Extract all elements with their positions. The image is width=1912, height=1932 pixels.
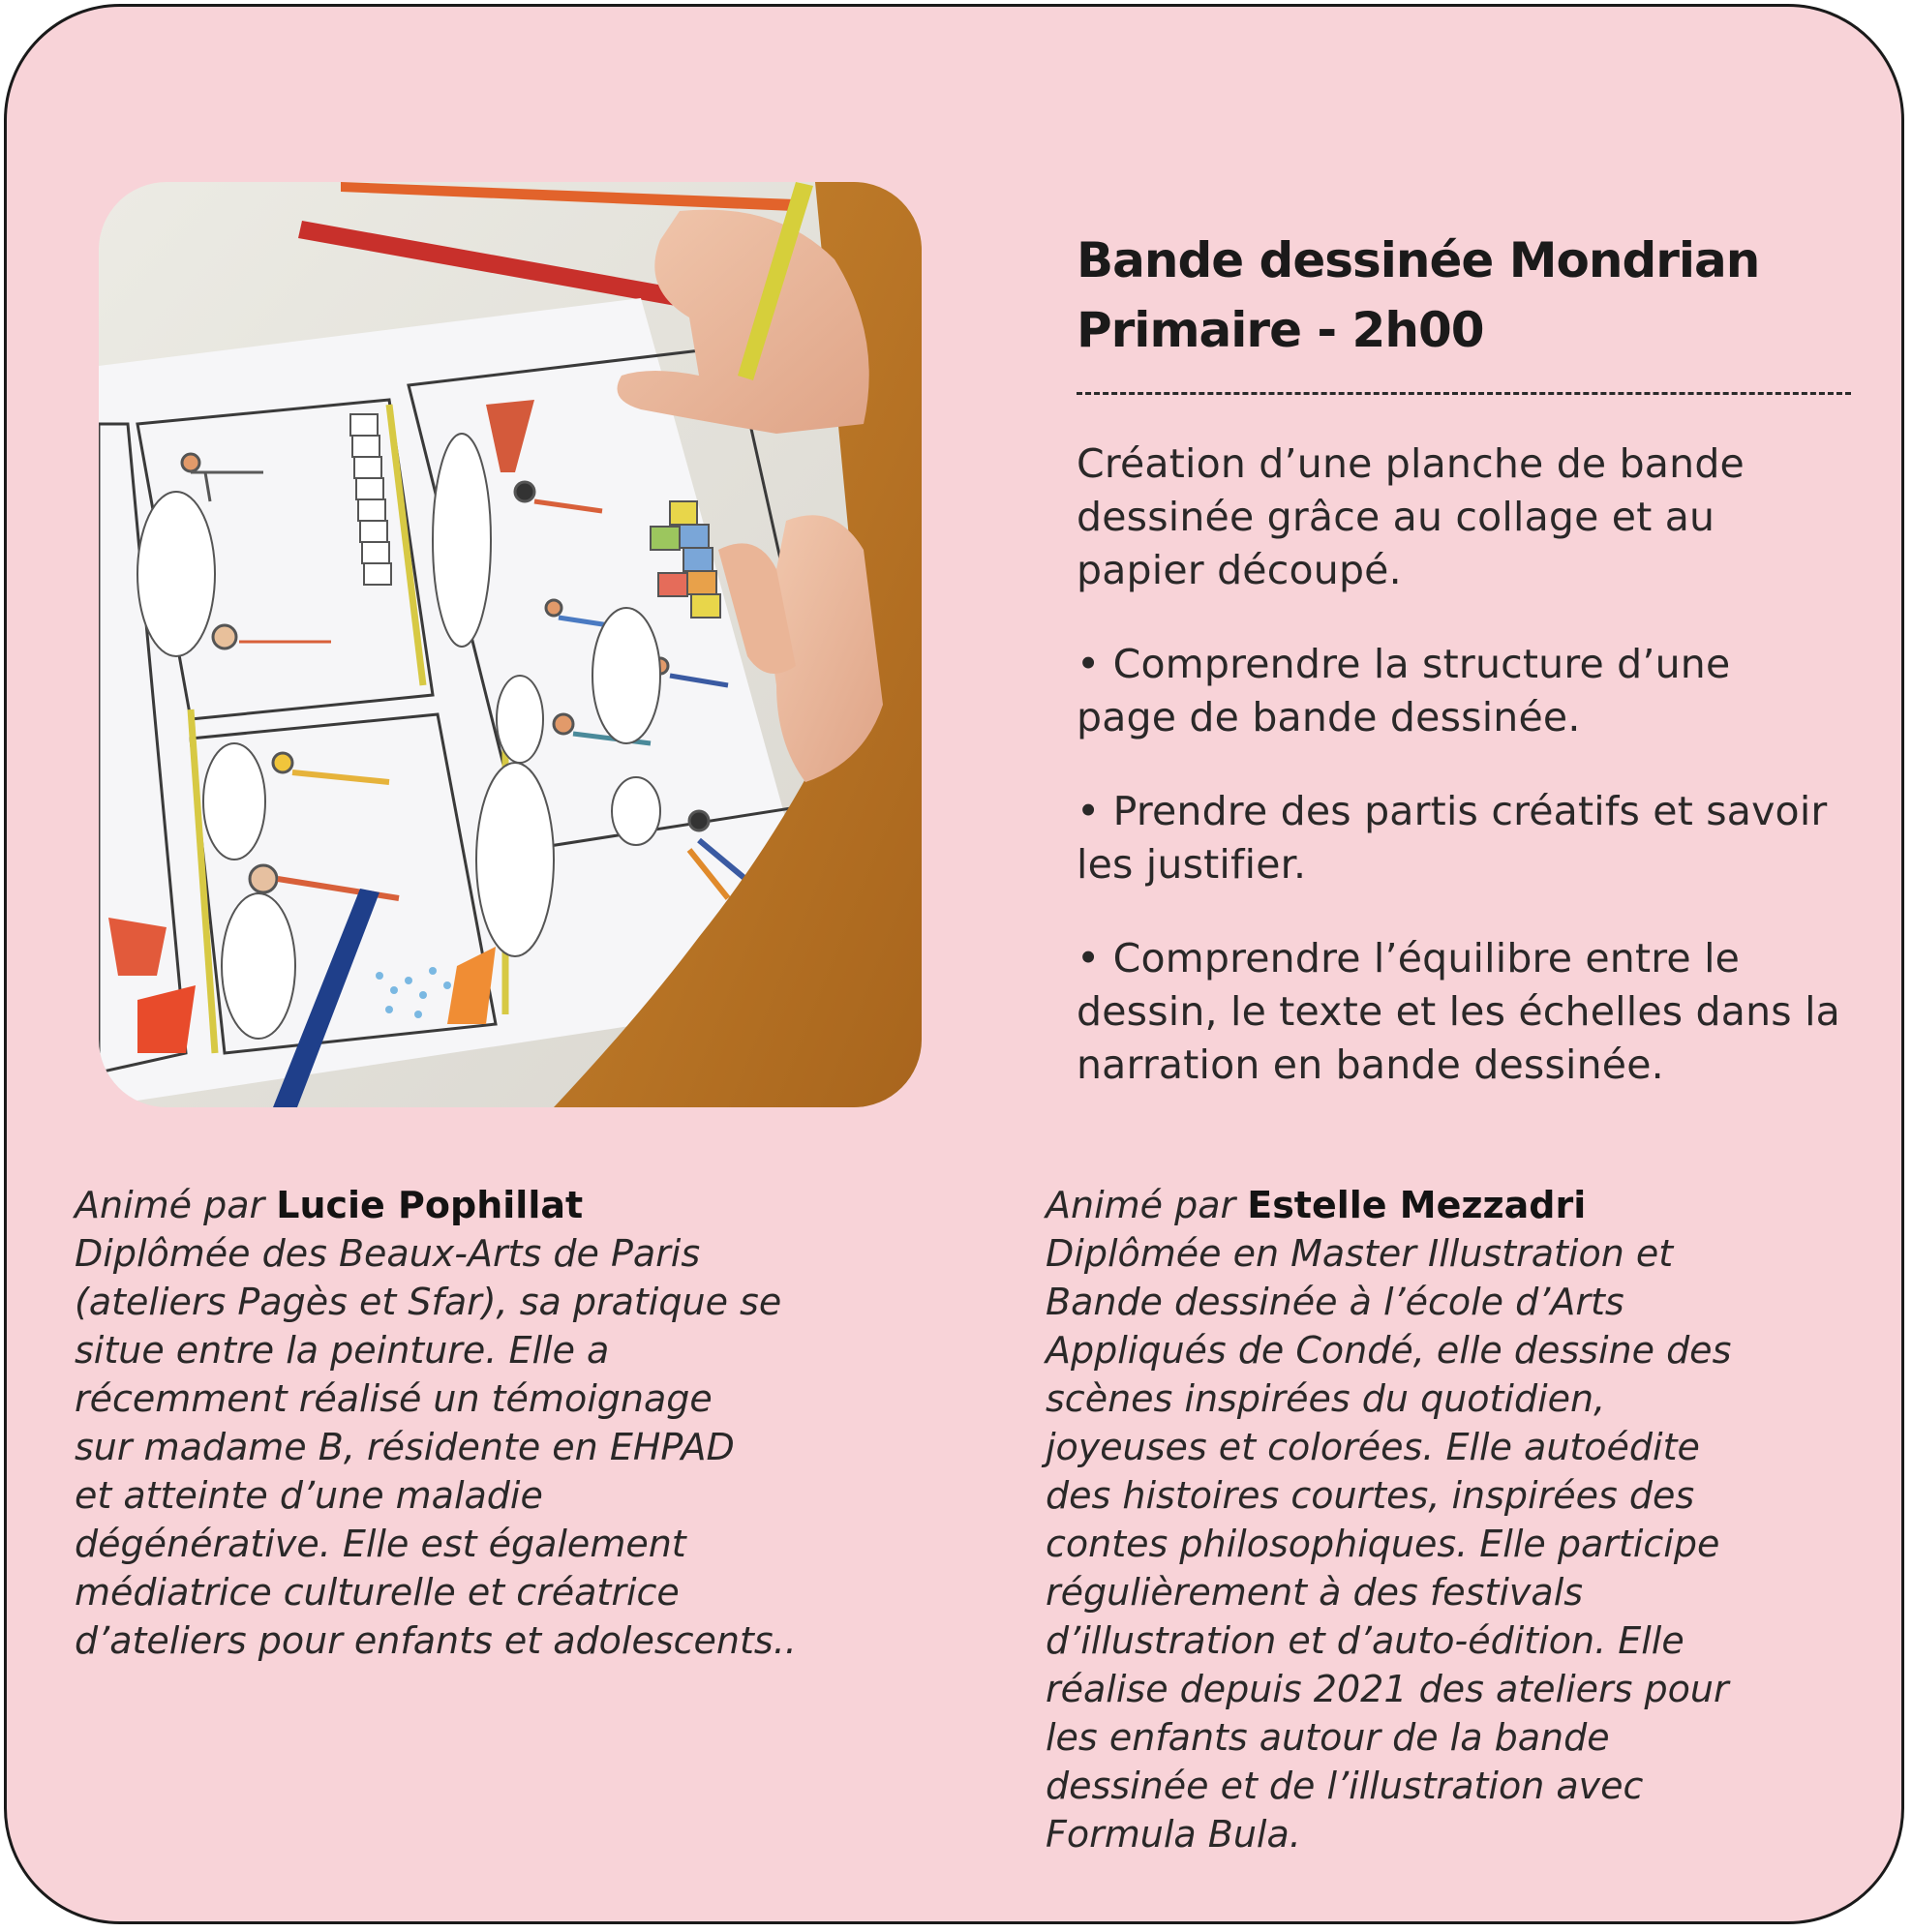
animator-heading: Animé par Lucie Pophillat <box>75 1184 584 1226</box>
animator-bio-lucie: Animé par Lucie Pophillat Diplômée des Beaux-Arts de Paris (ateliers Pagès et Sfar), sa pratique se situe entre la peinture. Elle a récemment réalisé un témoignage sur madame B, résidente en EHPAD et atteinte d’une maladie dégénérative. Elle est également médiatrice culturelle et créatrice d’ateliers pour enfants et adolescents.. <box>75 1181 797 1665</box>
animator-name: Lucie Pophillat <box>276 1184 584 1226</box>
animator-heading: Animé par Estelle Mezzadri <box>1046 1184 1587 1226</box>
objective-item: • Prendre des partis créatifs et savoir les justifier. <box>1077 788 1828 888</box>
objective-item: • Comprendre l’équilibre entre le dessin, le texte et les échelles dans la narration en bande dessinée. <box>1077 935 1841 1088</box>
workshop-card <box>4 4 1904 1924</box>
animator-bio-estelle: Animé par Estelle Mezzadri Diplômée en Master Illustration et Bande dessinée à l’école d’Arts Appliqués de Condé, elle dessine des scènes inspirées du quotidien, joyeuses et colorées. Elle autoédite des histoires courtes, inspirées des contes philosophiques. Elle participe régulièrement à des festivals d’illustration et d’auto-édition. Elle réalise depuis 2021 des ateliers pour les enfants autour de la bande dessinée et de l’illustration avec Formula Bula. <box>1046 1181 1731 1858</box>
workshop-description <box>1077 438 1880 1132</box>
dashed-divider <box>1077 392 1851 395</box>
animator-name: Estelle Mezzadri <box>1247 1184 1587 1226</box>
title-line-1: Bande dessinée Mondrian <box>1077 232 1760 288</box>
workshop-title <box>1077 226 1870 365</box>
comic-drawing-illustration <box>99 182 922 1107</box>
intro-paragraph: Création d’une planche de bande dessinée grâce au collage et au papier découpé. <box>1077 440 1745 593</box>
title-line-2: Primaire - 2h00 <box>1077 302 1484 358</box>
workshop-photo <box>99 182 922 1107</box>
objective-item: • Comprendre la structure d’une page de bande dessinée. <box>1077 641 1731 740</box>
